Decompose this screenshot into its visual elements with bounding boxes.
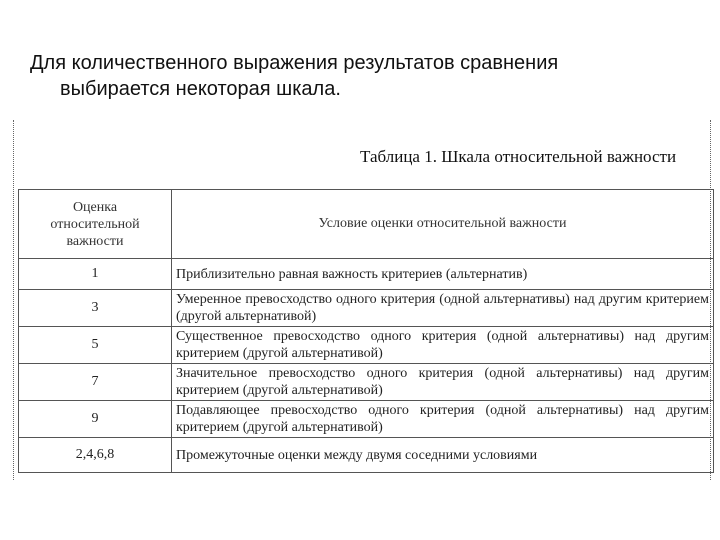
rating-value: 2,4,6,8 [19, 438, 172, 473]
importance-scale-table [18, 189, 714, 473]
rating-value: 5 [19, 327, 172, 364]
header-rating-line: Оценка [72, 199, 118, 215]
left-dotted-border [13, 120, 14, 480]
header-rating-line: важности [66, 233, 124, 249]
intro-text [30, 50, 690, 102]
table-row [19, 438, 714, 473]
header-rating [19, 190, 172, 259]
rating-value: 3 [19, 290, 172, 327]
condition-text: Существенное превосходство одного критерия (одной альтернативы) над другим критерием (другой альтернативой) [172, 327, 714, 364]
table-row [19, 364, 714, 401]
table-row [19, 259, 714, 290]
condition-text: Промежуточные оценки между двумя соседними условиями [172, 438, 714, 473]
table-row [19, 401, 714, 438]
rating-value: 7 [19, 364, 172, 401]
table-row [19, 290, 714, 327]
rating-value: 9 [19, 401, 172, 438]
table-caption: Таблица 1. Шкала относительной важности [360, 147, 677, 166]
table-header-row [19, 190, 714, 259]
condition-text: Приблизительно равная важность критериев (альтернатив) [172, 259, 714, 290]
condition-text: Подавляющее превосходство одного критерия (одной альтернативы) над другим критерием (другой альтернативой) [172, 401, 714, 438]
intro-line-2: выбирается некоторая шкала. [60, 78, 341, 100]
rating-value: 1 [19, 259, 172, 290]
intro-line-1: Для количественного выражения результатов сравнения [30, 52, 559, 74]
condition-text: Значительное превосходство одного критерия (одной альтернативы) над другим критерием (другой альтернативой) [172, 364, 714, 401]
header-rating-line: относительной [50, 216, 140, 232]
header-condition: Условие оценки относительной важности [172, 190, 714, 259]
table-row [19, 327, 714, 364]
condition-text: Умеренное превосходство одного критерия (одной альтернативы) над другим критерием (другой альтернативой) [172, 290, 714, 327]
